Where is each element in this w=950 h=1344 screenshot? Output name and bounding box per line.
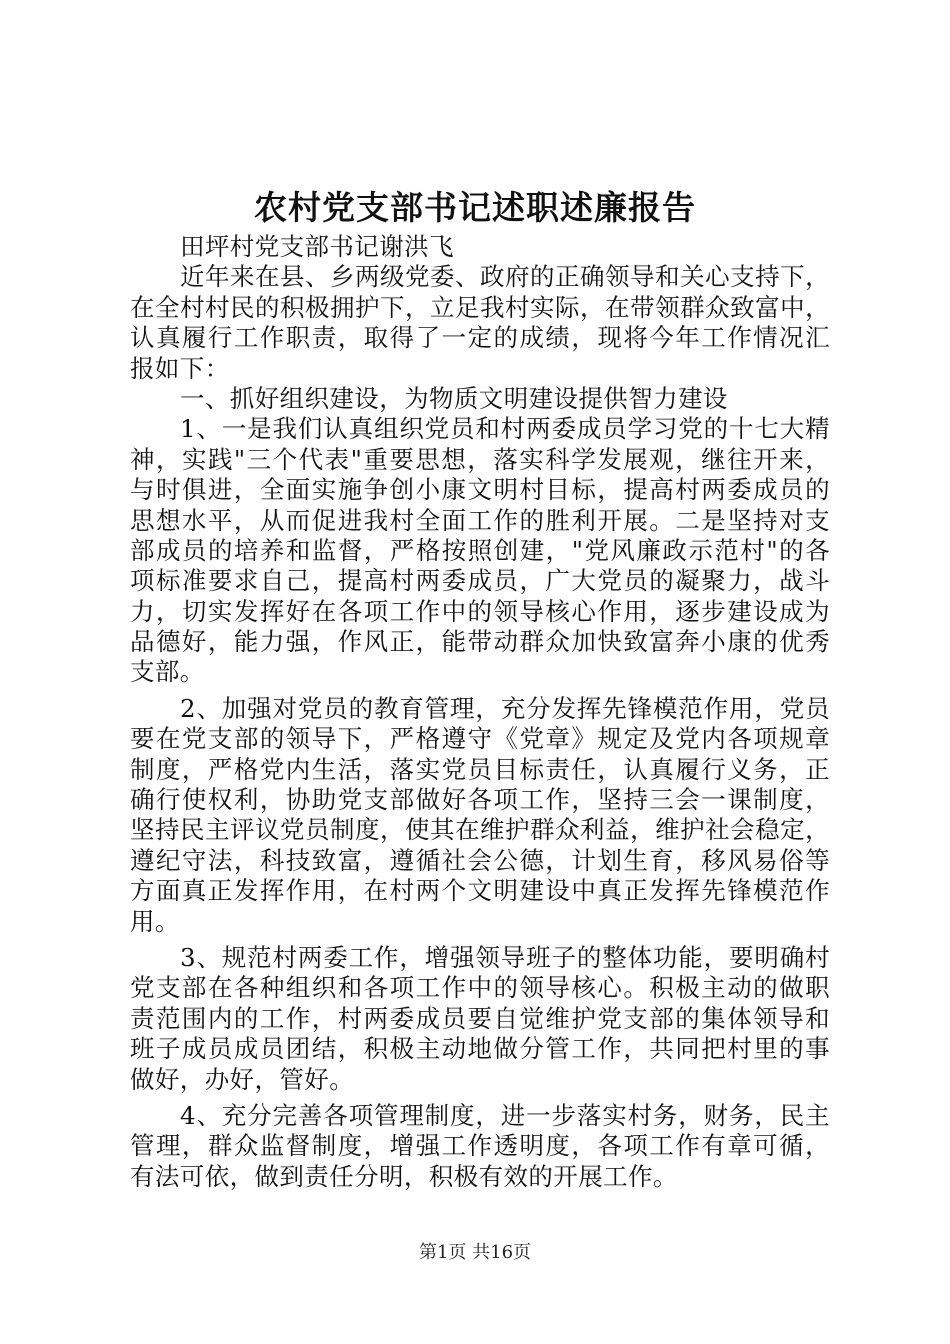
text-line: 思想水平，从而促进我村全面工作的胜利开展。二是坚持对支	[130, 505, 830, 535]
text-line: 3、规范村两委工作，增强领导班子的整体功能，要明确村	[180, 942, 830, 972]
author-line: 田坪村党支部书记谢洪飞	[180, 232, 454, 261]
document-title: 农村党支部书记述职述廉报告	[254, 188, 696, 227]
text-line: 责范围内的工作，村两委成员要自觉维护党支部的集体领导和	[130, 1003, 830, 1033]
page-footer: 第1页 共16页	[418, 1242, 532, 1263]
text-line: 坚持民主评议党员制度，使其在维护群众利益，维护社会稳定，	[130, 815, 830, 845]
text-line: 用。	[130, 906, 180, 936]
text-line: 品德好，能力强，作风正，能带动群众加快致富奔小康的优秀	[130, 627, 830, 657]
text-line: 确行使权利，协助党支部做好各项工作，坚持三会一课制度，	[130, 785, 830, 815]
text-line: 遵纪守法，科技致富，遵循社会公德，计划生育，移风易俗等	[130, 845, 830, 875]
text-line: 在全村村民的积极拥护下，立足我村实际，在带领群众致富中，	[130, 292, 830, 322]
text-line: 神，实践"三个代表"重要思想，落实科学发展观，继往开来，	[130, 444, 830, 474]
text-line: 管理，群众监督制度，增强工作透明度，各项工作有章可循，	[130, 1131, 830, 1161]
text-line: 认真履行工作职责，取得了一定的成绩，现将今年工作情况汇	[130, 323, 830, 353]
text-line: 党支部在各种组织和各项工作中的领导核心。积极主动的做职	[130, 973, 830, 1003]
section-heading: 一、抓好组织建设，为物质文明建设提供智力建设	[180, 383, 728, 413]
text-line: 部成员的培养和监督，严格按照创建，"党风廉政示范村"的各	[130, 535, 830, 565]
text-line: 有法可依，做到责任分明，积极有效的开展工作。	[130, 1161, 678, 1191]
text-line: 做好，办好，管好。	[130, 1064, 355, 1094]
text-line: 1、一是我们认真组织党员和村两委成员学习党的十七大精	[180, 414, 830, 444]
text-line: 4、充分完善各项管理制度，进一步落实村务，财务，民主	[180, 1100, 830, 1130]
text-line: 与时俱进，全面实施争创小康文明村目标，提高村两委成员的	[130, 475, 830, 505]
text-line: 力，切实发挥好在各项工作中的领导核心作用，逐步建设成为	[130, 596, 830, 626]
text-line: 制度，严格党内生活，落实党员目标责任，认真履行义务，正	[130, 754, 830, 784]
text-line: 班子成员成员团结，积极主动地做分管工作，共同把村里的事	[130, 1034, 830, 1064]
text-line: 要在党支部的领导下，严格遵守《党章》规定及党内各项规章	[130, 724, 830, 754]
document-body	[130, 232, 830, 1192]
text-line: 近年来在县、乡两级党委、政府的正确领导和关心支持下，	[180, 262, 830, 292]
text-line: 方面真正发挥作用，在村两个文明建设中真正发挥先锋模范作	[130, 876, 830, 906]
text-line: 项标准要求自己，提高村两委成员，广大党员的凝聚力，战斗	[130, 566, 830, 596]
text-line: 2、加强对党员的教育管理，充分发挥先锋模范作用，党员	[180, 693, 830, 723]
text-line: 支部。	[130, 657, 205, 687]
text-line: 报如下：	[130, 353, 230, 383]
